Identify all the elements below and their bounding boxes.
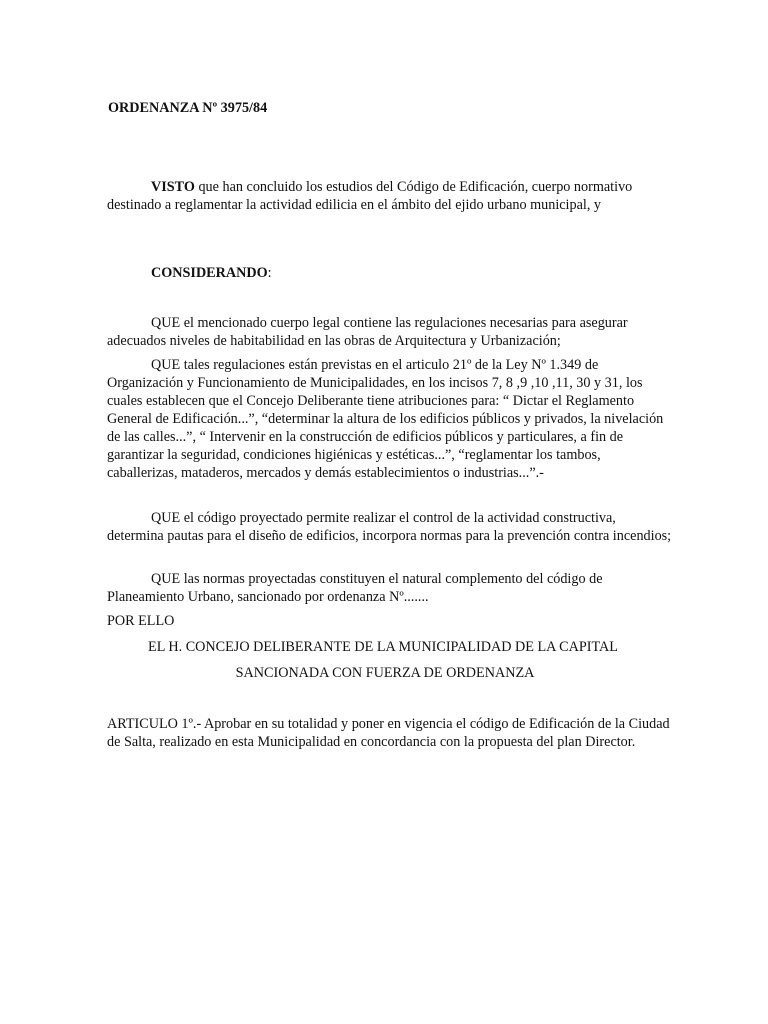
considerando-paragraph-2: QUE tales regulaciones están previstas en el articulo 21º de la Ley Nº 1.349 de Organización y Funcionamiento de Municipalidades, en los incisos 7, 8 ,9 ,10 ,11, 30 y 31, los cuales establecen que el Concejo Deliberante tiene atribuciones para: “ Dictar el Reglamento General de Edificación...”, “determinar la altura de los edificios públicos y privados, la nivelación de las calles...”, “ Intervenir en la construcción de edificios públicos y particulares, a fin de garantizar la seguridad, condiciones higiénicas y estéticas...”, “reglamentar los tambos, caballerizas, mataderos, mercados y demás establecimientos o industrias...”.- [107,357,664,481]
considerando-paragraph-3: QUE el código proyectado permite realizar el control de la actividad constructiva, determina pautas para el diseño de edificios, incorpora normas para la prevención contra incendios; [107,510,672,544]
considerando-heading [151,264,716,282]
ordinance-title: ORDENANZA Nº 3975/84 [108,100,268,116]
concejo-heading: EL H. CONCEJO DELIBERANTE DE LA MUNICIPALIDAD DE LA CAPITAL [148,639,618,655]
visto-lead: VISTO [151,179,195,195]
visto-paragraph [107,178,672,214]
por-ello-line: POR ELLO [107,613,175,629]
considerando-lead: CONSIDERANDO [151,265,268,281]
visto-text: que han concluido los estudios del Código de Edificación, cuerpo normativo destinado a reglamentar la actividad edilicia en el ámbito del ejido urbano municipal, y [107,179,633,213]
considerando-suffix: : [267,265,272,281]
articulo-1-paragraph: ARTICULO 1º.- Aprobar en su totalidad y poner en vigencia el código de Edificación de la Ciudad de Salta, realizado en esta Municipalidad en concordancia con la propuesta del plan Director. [107,716,670,750]
considerando-paragraph-4: QUE las normas proyectadas constituyen el natural complemento del código de Planeamiento Urbano, sancionado por ordenanza Nº....... [107,571,603,605]
considerando-paragraph-1: QUE el mencionado cuerpo legal contiene las regulaciones necesarias para asegurar adecuados niveles de habitabilidad en las obras de Arquitectura y Urbanización; [107,315,628,349]
sancionada-heading: SANCIONADA CON FUERZA DE ORDENANZA [235,665,535,681]
